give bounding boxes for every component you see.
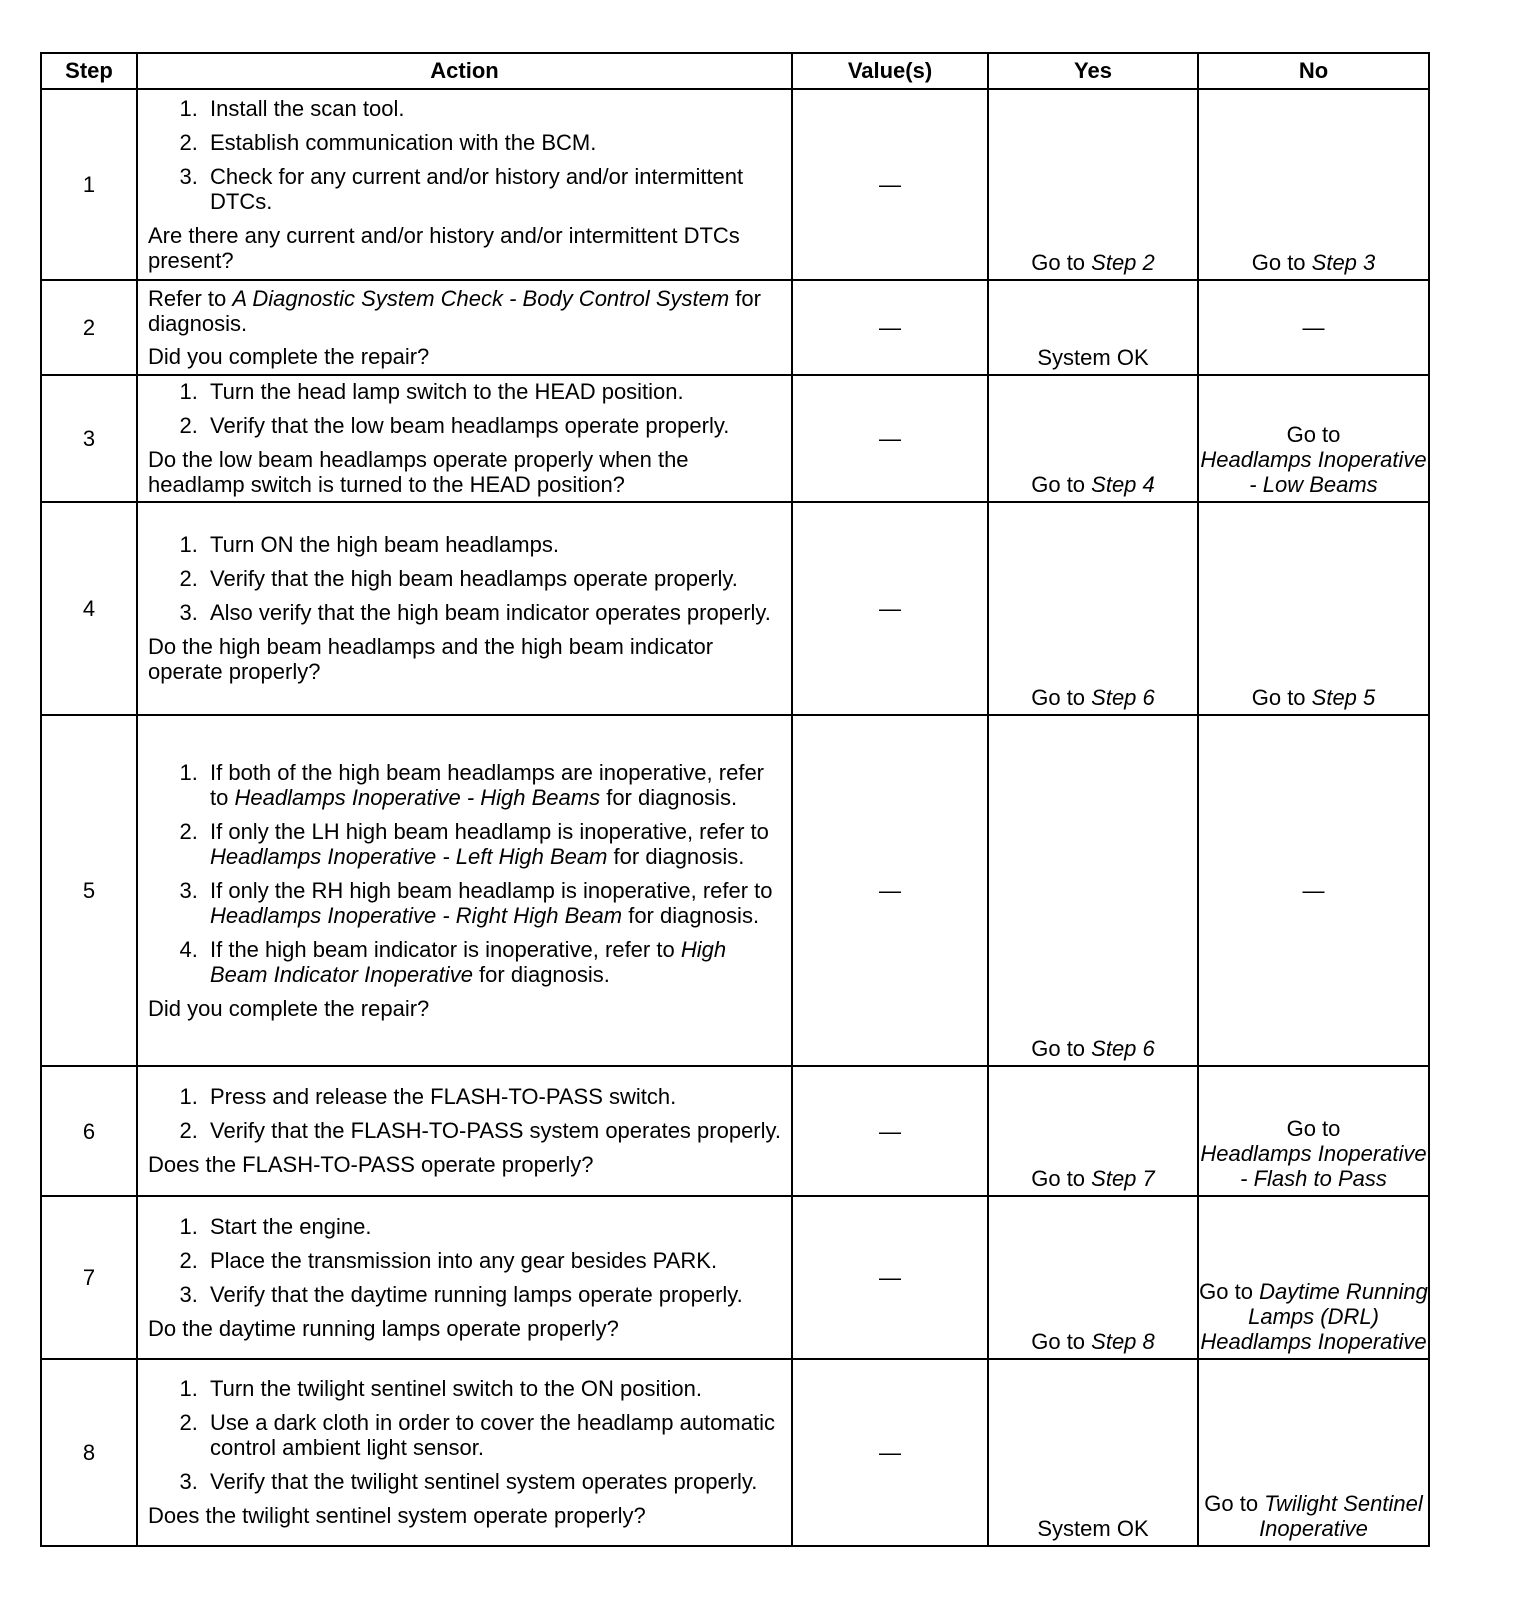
action-step-item (204, 878, 785, 928)
value-cell: — (792, 1196, 988, 1359)
text-run: Refer to (148, 285, 233, 311)
action-question (148, 1316, 785, 1341)
header-yes: Yes (988, 53, 1198, 89)
value-cell: — (792, 89, 988, 280)
value-cell: — (792, 1359, 988, 1546)
reference-text: Daytime Running Lamps (DRL) Headlamps Inoperative (1200, 1279, 1428, 1354)
reference-text: Step 6 (1091, 685, 1155, 710)
text-run: Did you complete the repair? (148, 995, 430, 1021)
step-number: 8 (41, 1359, 137, 1546)
text-run: for diagnosis. (607, 843, 745, 869)
text-run: Go to (1031, 1166, 1092, 1191)
yes-cell (988, 1359, 1198, 1546)
yes-cell (988, 715, 1198, 1066)
action-steps-list (148, 1084, 785, 1143)
reference-text: A Diagnostic System Check - Body Control System (232, 285, 730, 311)
table-row (41, 1196, 1429, 1359)
text-run: — (1302, 878, 1325, 903)
text-run: Go to (1031, 472, 1092, 497)
action-step-item (204, 96, 785, 121)
text-run: Go to (1251, 250, 1312, 275)
reference-text: High Beam Indicator Inoperative (210, 936, 727, 987)
table-body (41, 89, 1429, 1546)
action-step-item (204, 566, 785, 591)
action-step-item (204, 379, 785, 404)
action-step-item (204, 532, 785, 557)
reference-text: Step 8 (1091, 1329, 1155, 1354)
text-run: Check for any current and/or history and/or intermittent DTCs. (210, 163, 744, 214)
reference-text: Headlamps Inoperative - Left High Beam (210, 843, 608, 869)
reference-text: Headlamps Inoperative - High Beams (234, 784, 601, 810)
table-row (41, 502, 1429, 715)
action-step-item (204, 1282, 785, 1307)
action-step-item (204, 413, 785, 438)
table-row (41, 715, 1429, 1066)
yes-cell (988, 375, 1198, 502)
action-steps-list (148, 760, 785, 987)
text-run: Go to (1199, 1279, 1260, 1304)
header-action: Action (137, 53, 792, 89)
action-step-item (204, 937, 785, 987)
text-run: Use a dark cloth in order to cover the headlamp automatic control ambient light sensor. (210, 1410, 775, 1460)
action-step-item (204, 1214, 785, 1239)
text-run: — (1302, 315, 1325, 340)
no-cell (1198, 375, 1429, 502)
text-run: Turn ON the high beam headlamps. (210, 532, 559, 557)
text-run: Start the engine. (210, 1213, 372, 1239)
text-run: If the high beam indicator is inoperative, refer to (210, 936, 681, 962)
reference-text: Step 5 (1311, 685, 1376, 710)
table-row (41, 89, 1429, 280)
text-run: Place the transmission into any gear besides PARK. (210, 1247, 718, 1273)
action-step-item (204, 1410, 785, 1460)
table-row (41, 1359, 1429, 1546)
text-run: Install the scan tool. (210, 95, 405, 121)
action-steps-list (148, 1214, 785, 1307)
text-run: Does the twilight sentinel system operate properly? (148, 1503, 646, 1528)
text-run: Verify that the FLASH-TO-PASS system operates properly. (210, 1118, 782, 1143)
reference-text: Headlamps Inoperative - Flash to Pass (1200, 1141, 1427, 1191)
action-steps-list (148, 96, 785, 214)
text-run: Go to (1031, 1329, 1092, 1354)
action-cell (137, 1359, 792, 1546)
action-step-item (204, 760, 785, 810)
text-run: Press and release the FLASH-TO-PASS switch. (210, 1084, 677, 1109)
no-cell (1198, 1066, 1429, 1196)
header-row (41, 53, 1429, 89)
action-step-item (204, 819, 785, 869)
action-step-item (204, 164, 785, 214)
text-run: Go to (1031, 250, 1092, 275)
value-cell: — (792, 375, 988, 502)
text-run: Turn the head lamp switch to the HEAD position. (210, 379, 684, 404)
text-run: Go to (1286, 1116, 1341, 1141)
diagnostic-table (40, 52, 1430, 1547)
text-run: for diagnosis. (148, 285, 761, 336)
text-run: If only the RH high beam headlamp is inoperative, refer to (210, 877, 773, 903)
text-run: for diagnosis. (600, 784, 738, 810)
action-instruction (148, 286, 785, 336)
action-step-item (204, 1469, 785, 1494)
text-run: Go to (1031, 685, 1092, 710)
action-cell (137, 502, 792, 715)
text-run: Turn the twilight sentinel switch to the ON position. (210, 1376, 702, 1401)
action-cell (137, 715, 792, 1066)
action-steps-list (148, 1376, 785, 1494)
no-cell (1198, 502, 1429, 715)
header-step: Step (41, 53, 137, 89)
action-step-item (204, 600, 785, 625)
reference-text: Headlamps Inoperative - Low Beams (1200, 447, 1427, 497)
reference-text: Step 4 (1091, 472, 1155, 497)
action-cell (137, 1196, 792, 1359)
action-step-item (204, 1248, 785, 1273)
action-question (148, 996, 785, 1021)
text-run: Also verify that the high beam indicator operates properly. (210, 600, 771, 625)
action-step-item (204, 1084, 785, 1109)
no-cell (1198, 280, 1429, 375)
action-steps-list (148, 379, 785, 438)
header-values: Value(s) (792, 53, 988, 89)
value-cell: — (792, 280, 988, 375)
yes-cell (988, 1196, 1198, 1359)
step-number: 1 (41, 89, 137, 280)
text-run: Go to (1204, 1491, 1265, 1516)
step-number: 3 (41, 375, 137, 502)
reference-text: Step 6 (1091, 1036, 1155, 1061)
action-step-item (204, 130, 785, 155)
text-run: If both of the high beam headlamps are inoperative, refer to (210, 759, 765, 810)
action-cell (137, 1066, 792, 1196)
yes-cell (988, 280, 1198, 375)
step-number: 6 (41, 1066, 137, 1196)
reference-text: Step 3 (1311, 250, 1376, 275)
no-cell (1198, 1359, 1429, 1546)
text-run: Verify that the twilight sentinel system operates properly. (210, 1469, 758, 1494)
text-run: for diagnosis. (622, 902, 760, 928)
text-run: Go to (1286, 422, 1341, 447)
text-run: Does the FLASH-TO-PASS operate properly? (148, 1152, 594, 1177)
step-number: 5 (41, 715, 137, 1066)
action-cell (137, 280, 792, 375)
action-question (148, 223, 785, 273)
text-run: Go to (1251, 685, 1312, 710)
no-cell (1198, 1196, 1429, 1359)
value-cell: — (792, 502, 988, 715)
value-cell: — (792, 1066, 988, 1196)
table-row (41, 1066, 1429, 1196)
reference-text: Step 2 (1091, 250, 1155, 275)
action-step-item (204, 1376, 785, 1401)
text-run: Do the low beam headlamps operate properly when the headlamp switch is turned to the HEAD position? (148, 447, 689, 497)
step-number: 7 (41, 1196, 137, 1359)
text-run: Go to (1031, 1036, 1092, 1061)
table-row (41, 375, 1429, 502)
text-run: for diagnosis. (472, 961, 610, 987)
text-run: Establish communication with the BCM. (210, 129, 597, 155)
reference-text: Twilight Sentinel Inoperative (1259, 1491, 1423, 1541)
text-run: System OK (1037, 1516, 1149, 1541)
yes-cell (988, 1066, 1198, 1196)
text-run: Verify that the high beam headlamps operate properly. (210, 566, 738, 591)
text-run: Verify that the low beam headlamps operate properly. (210, 413, 730, 438)
action-cell (137, 89, 792, 280)
action-question (148, 1152, 785, 1177)
text-run: Do the daytime running lamps operate properly? (148, 1315, 619, 1341)
text-run: System OK (1037, 345, 1149, 370)
table-row (41, 280, 1429, 375)
action-cell (137, 375, 792, 502)
no-cell (1198, 715, 1429, 1066)
text-run: Are there any current and/or history and/or intermittent DTCs present? (148, 222, 740, 273)
action-question (148, 1503, 785, 1528)
text-run: Verify that the daytime running lamps operate properly. (210, 1281, 743, 1307)
step-number: 2 (41, 280, 137, 375)
reference-text: Headlamps Inoperative - Right High Beam (210, 902, 623, 928)
yes-cell (988, 89, 1198, 280)
action-steps-list (148, 532, 785, 625)
text-run: If only the LH high beam headlamp is inoperative, refer to (210, 818, 769, 844)
step-number: 4 (41, 502, 137, 715)
no-cell (1198, 89, 1429, 280)
reference-text: Step 7 (1091, 1166, 1155, 1191)
action-question (148, 634, 785, 684)
action-question (148, 447, 785, 497)
action-question (148, 344, 785, 369)
yes-cell (988, 502, 1198, 715)
header-no: No (1198, 53, 1429, 89)
value-cell: — (792, 715, 988, 1066)
action-step-item (204, 1118, 785, 1143)
text-run: Do the high beam headlamps and the high beam indicator operate properly? (148, 634, 714, 684)
text-run: Did you complete the repair? (148, 343, 430, 369)
